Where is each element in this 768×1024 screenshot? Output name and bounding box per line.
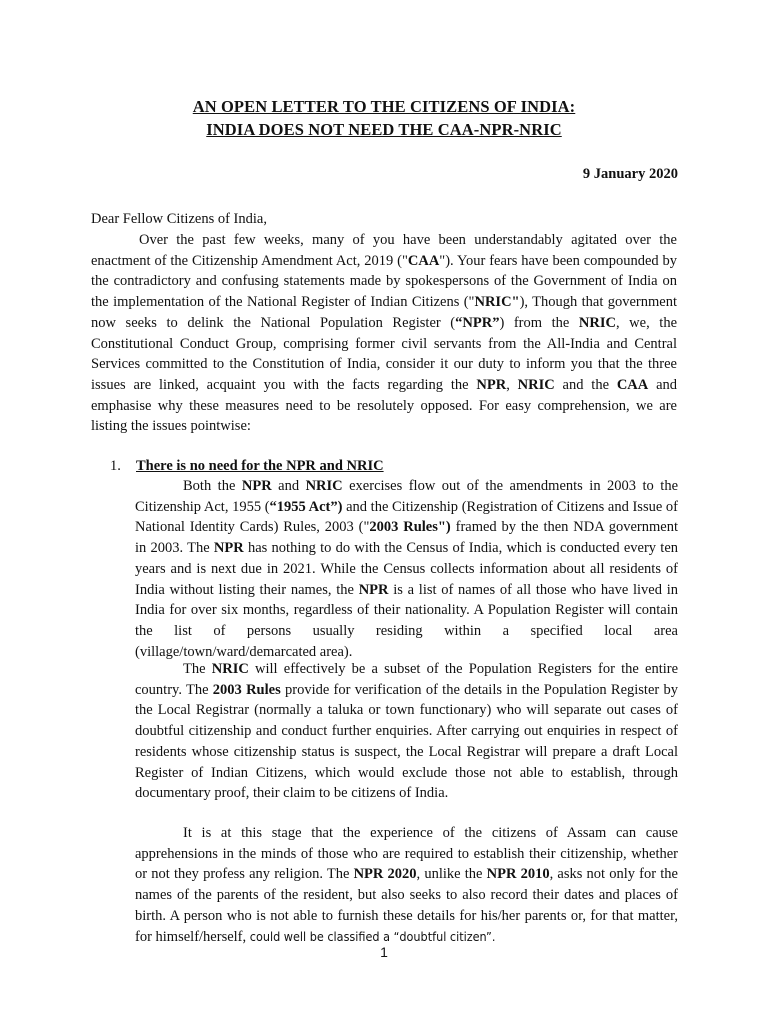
letter-date: 9 January 2020 bbox=[582, 166, 678, 182]
section-1-paragraph-2: The NRIC will effectively be a subset of the Population Registers for the entire country. The 2003 Rules provide for verification of the details in the Population Register by the Local Registrar (normally a taluka or town functionary) who will separate out cases of doubtful citizenship and conduct further enquiries. After carrying out enquiries in respect of residents whose citizenship status is suspect, the Local Registrar will prepare a draft Local Register of Indian Citizens, which would exclude those not able to establish, through documentary proof, their claim to be citizens of India. bbox=[135, 661, 679, 802]
title-line-2: INDIA DOES NOT NEED THE CAA-NPR-NRIC bbox=[206, 120, 562, 139]
section-1-paragraph-3: It is at this stage that the experience of the citizens of Assam can cause apprehensions in the minds of those who are required to establish their citizenship, whether or not they profess any religion. The NPR 2020, unlike the NPR 2010, asks not only for the names of the parents of the resident, but also seeks to also record their dates and places of birth. A person who is not able to furnish these details for his/her parents or, for that matter, for himself/herself, could well be classified a “doubtful citizen”. bbox=[135, 825, 678, 945]
intro-paragraph: Over the past few weeks, many of you have been understandably agitated over the enactment of the Citizenship Amendment Act, 2019 ("CAA"). Your fears have been compounded by the contradictory and confusing statements made by spokespersons of the Government of India on the implementation of the National Register of Indian Citizens ("NRIC"), Though that government now seeks to delink the National Population Register (“NPR”) from the NRIC, we, the Constitutional Conduct Group, comprising former civil servants from the All-India and Central Services committed to the Constitution of India, consider it our duty to inform you that the three issues are linked, acquaint you with the facts regarding the NPR, NRIC and the CAA and emphasise why these measures need to be resolutely opposed. For easy comprehension, we are listing the issues pointwise: bbox=[91, 232, 678, 435]
section-1-title: There is no need for the NPR and NRIC bbox=[136, 458, 384, 474]
page-number: 1 bbox=[380, 944, 388, 960]
section-1-paragraph-1: Both the NPR and NRIC exercises flow out of the amendments in 2003 to the Citizenship Act, 1955 (“1955 Act”) and the Citizenship (Registration of Citizens and Issue of National Identity Cards) Rules, 2003 ("2003 Rules") framed by the then NDA government in 2003. The NPR has nothing to do with the Census of India, which is conducted every ten years and is next due in 2021. While the Census collects information about all residents of India without listing their names, the NPR is a list of names of all those who have lived in India for over six months, regardless of their nationality. A Population Register will contain the list of persons usually residing within a specified local area (village/town/ward/demarcated area). bbox=[135, 478, 679, 660]
title-line-1: AN OPEN LETTER TO THE CITIZENS OF INDIA: bbox=[192, 97, 576, 116]
section-1-number: 1. bbox=[110, 458, 121, 474]
section-1-heading bbox=[110, 457, 384, 475]
salutation: Dear Fellow Citizens of India, bbox=[91, 211, 267, 227]
